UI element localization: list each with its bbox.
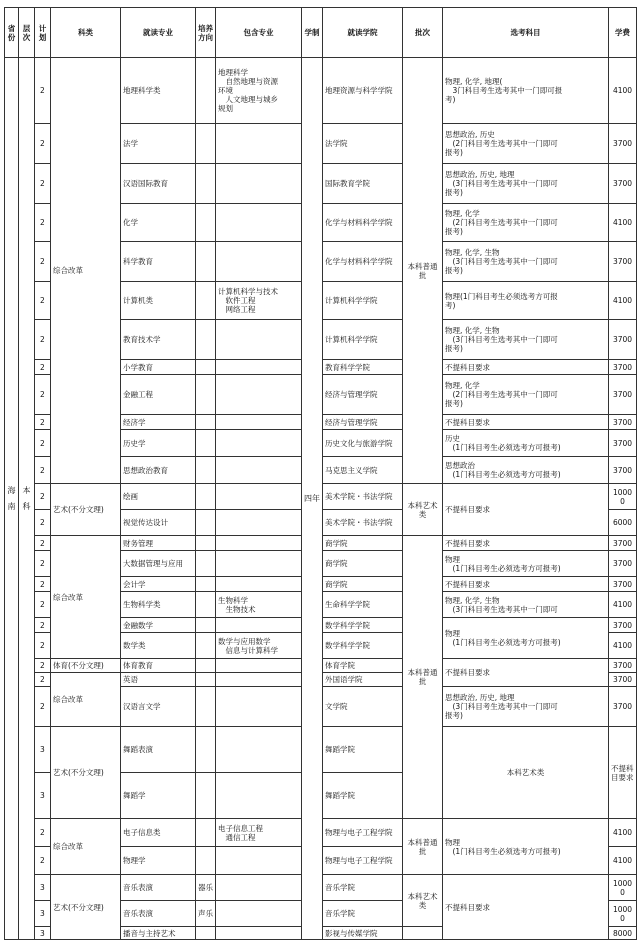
direction-cell xyxy=(196,484,216,510)
header-duration: 学制 xyxy=(302,8,323,58)
plan-cell: 2 xyxy=(35,819,51,847)
direction-cell xyxy=(196,510,216,536)
fee-cell: 3700 xyxy=(609,673,637,687)
plan-cell: 3 xyxy=(35,875,51,901)
header-fee: 学费 xyxy=(609,8,637,58)
fee-cell: 8000 xyxy=(609,927,637,940)
includes-cell xyxy=(216,847,302,875)
header-level: 层次 xyxy=(19,8,35,58)
major-cell: 汉语国际教育 xyxy=(121,164,196,204)
direction-cell xyxy=(196,375,216,415)
plan-cell: 2 xyxy=(35,673,51,687)
subjects-cell: 历史 (1门科目考生必须选考方可报考) xyxy=(443,430,609,457)
plan-cell: 2 xyxy=(35,457,51,484)
college-cell: 经济与管理学院 xyxy=(323,415,403,430)
header-province: 省份 xyxy=(5,8,19,58)
direction-cell xyxy=(196,927,216,940)
direction-cell xyxy=(196,164,216,204)
college-cell: 数学科学学院 xyxy=(323,618,403,633)
major-cell: 汉语言文学 xyxy=(121,687,196,727)
plan-cell: 2 xyxy=(35,687,51,727)
header-college: 就读学院 xyxy=(323,8,403,58)
subjects-cell: 思想政治, 历史 (2门科目考生选考其中一门即可 报考) xyxy=(443,124,609,164)
plan-cell: 2 xyxy=(35,847,51,875)
includes-cell xyxy=(216,457,302,484)
major-cell: 绘画 xyxy=(121,484,196,510)
plan-cell: 2 xyxy=(35,659,51,673)
header-direction: 培养方向 xyxy=(196,8,216,58)
header-major: 就读专业 xyxy=(121,8,196,58)
college-cell: 数学科学学院 xyxy=(323,633,403,659)
plan-cell: 3 xyxy=(35,901,51,927)
direction-cell xyxy=(196,659,216,673)
college-cell: 马克思主义学院 xyxy=(323,457,403,484)
fee-cell: 4100 xyxy=(609,819,637,847)
includes-cell xyxy=(216,875,302,901)
plan-cell: 2 xyxy=(35,58,51,124)
table-row xyxy=(5,58,637,124)
batch-cell: 本科普通批 xyxy=(403,58,443,484)
college-cell: 计算机科学学院 xyxy=(323,282,403,320)
college-cell: 音乐学院 xyxy=(323,901,403,927)
subjects-cell: 物理, 化学 (2门科目考生选考其中一门即可 报考) xyxy=(443,375,609,415)
category-cell: 体育(不分文理) xyxy=(51,659,121,673)
includes-cell: 计算机科学与技术 软件工程 网络工程 xyxy=(216,282,302,320)
includes-cell xyxy=(216,727,302,773)
subjects-cell: 物理, 化学, 生物 (3门科目考生选考其中一门即可 xyxy=(443,592,609,618)
includes-cell xyxy=(216,618,302,633)
college-cell: 国际教育学院 xyxy=(323,164,403,204)
fee-cell: 3700 xyxy=(609,618,637,633)
direction-cell xyxy=(196,204,216,242)
header-row xyxy=(5,8,637,58)
plan-cell: 2 xyxy=(35,320,51,360)
major-cell: 生物科学类 xyxy=(121,592,196,618)
category-cell: 综合改革 xyxy=(51,819,121,875)
direction-cell xyxy=(196,282,216,320)
includes-cell xyxy=(216,687,302,727)
fee-cell: 10000 xyxy=(609,484,637,510)
fee-cell: 4100 xyxy=(609,633,637,659)
major-cell: 计算机类 xyxy=(121,282,196,320)
major-cell: 法学 xyxy=(121,124,196,164)
subjects-cell: 物理, 化学, 生物 (3门科目考生选考其中一门即可 报考) xyxy=(443,320,609,360)
subjects-cell: 思想政治 (1门科目考生必须选考方可报考) xyxy=(443,457,609,484)
major-cell: 会计学 xyxy=(121,577,196,592)
major-cell: 金融数学 xyxy=(121,618,196,633)
batch-cell xyxy=(403,927,443,940)
college-cell: 化学与材料科学学院 xyxy=(323,204,403,242)
fee-cell: 4100 xyxy=(609,282,637,320)
college-cell: 影视与传媒学院 xyxy=(323,927,403,940)
direction-cell xyxy=(196,124,216,164)
subjects-cell: 不提科目要求 xyxy=(443,536,609,551)
subjects-cell: 思想政治, 历史, 地理 (3门科目考生选考其中一门即可 报考) xyxy=(443,687,609,727)
direction-cell xyxy=(196,320,216,360)
major-cell: 财务管理 xyxy=(121,536,196,551)
fee-cell: 3700 xyxy=(609,430,637,457)
subjects-cell: 不提科目要求 xyxy=(443,659,609,687)
major-cell: 数学类 xyxy=(121,633,196,659)
category-cell: 艺术(不分文理) xyxy=(51,484,121,536)
college-cell: 生命科学学院 xyxy=(323,592,403,618)
college-cell: 音乐学院 xyxy=(323,875,403,901)
includes-cell xyxy=(216,536,302,551)
college-cell: 文学院 xyxy=(323,687,403,727)
major-cell: 教育技术学 xyxy=(121,320,196,360)
plan-cell: 2 xyxy=(35,577,51,592)
batch-cell: 本科普通批 xyxy=(403,819,443,875)
college-cell: 美术学院・书法学院 xyxy=(323,510,403,536)
subjects-cell: 思想政治, 历史, 地理 (3门科目考生选考其中一门即可 报考) xyxy=(443,164,609,204)
major-cell: 体育教育 xyxy=(121,659,196,673)
plan-cell: 2 xyxy=(35,242,51,282)
college-cell: 计算机科学学院 xyxy=(323,320,403,360)
plan-cell: 2 xyxy=(35,484,51,510)
category-cell: 艺术(不分文理) xyxy=(51,727,121,819)
direction-cell: 器乐 xyxy=(196,875,216,901)
fee-cell: 3700 xyxy=(609,360,637,375)
fee-cell: 3700 xyxy=(609,164,637,204)
batch-cell: 本科普通批 xyxy=(403,536,443,819)
fee-cell: 3700 xyxy=(609,551,637,577)
direction-cell xyxy=(196,536,216,551)
subjects-cell: 物理, 化学, 生物 (3门科目考生选考其中一门即可 报考) xyxy=(443,242,609,282)
fee-cell: 10000 xyxy=(609,901,637,927)
subjects-cell: 不提科目要求 xyxy=(443,415,609,430)
header-includes: 包含专业 xyxy=(216,8,302,58)
header-subjects: 选考科目 xyxy=(443,8,609,58)
level-cell: 本科 xyxy=(19,58,35,940)
fee-cell: 3700 xyxy=(609,375,637,415)
fee-cell: 4100 xyxy=(609,592,637,618)
fee-cell: 3700 xyxy=(609,242,637,282)
direction-cell xyxy=(196,819,216,847)
plan-cell: 3 xyxy=(35,773,51,819)
college-cell: 体育学院 xyxy=(323,659,403,673)
fee-cell: 4100 xyxy=(609,58,637,124)
plan-cell: 3 xyxy=(35,727,51,773)
plan-cell: 2 xyxy=(35,536,51,551)
plan-cell: 2 xyxy=(35,360,51,375)
direction-cell xyxy=(196,847,216,875)
includes-cell xyxy=(216,510,302,536)
fee-cell: 3700 xyxy=(609,577,637,592)
major-cell: 化学 xyxy=(121,204,196,242)
major-cell: 经济学 xyxy=(121,415,196,430)
plan-cell: 2 xyxy=(35,510,51,536)
batch-cell: 本科艺术类 xyxy=(403,484,443,536)
direction-cell xyxy=(196,673,216,687)
includes-cell xyxy=(216,484,302,510)
college-cell: 美术学院・书法学院 xyxy=(323,484,403,510)
major-cell: 历史学 xyxy=(121,430,196,457)
major-cell: 音乐表演 xyxy=(121,901,196,927)
college-cell: 法学院 xyxy=(323,124,403,164)
direction-cell xyxy=(196,551,216,577)
fee-cell: 3700 xyxy=(609,536,637,551)
direction-cell xyxy=(196,457,216,484)
fee-cell: 3700 xyxy=(609,320,637,360)
header-batch: 批次 xyxy=(403,8,443,58)
includes-cell: 电子信息工程 通信工程 xyxy=(216,819,302,847)
fee-cell: 4100 xyxy=(609,847,637,875)
major-cell: 音乐表演 xyxy=(121,875,196,901)
includes-cell xyxy=(216,659,302,673)
college-cell: 舞蹈学院 xyxy=(323,727,403,773)
subjects-cell: 不提科目要求 xyxy=(443,875,609,940)
subjects-cell: 物理(1门科目考生必须选考方可报 考) xyxy=(443,282,609,320)
subjects-cell: 物理, 化学 (2门科目考生选考其中一门即可 报考) xyxy=(443,204,609,242)
subjects-cell: 不提科目要求 xyxy=(443,360,609,375)
college-cell: 商学院 xyxy=(323,577,403,592)
direction-cell xyxy=(196,633,216,659)
direction-cell xyxy=(196,360,216,375)
direction-cell xyxy=(196,58,216,124)
subjects-cell: 不提科目要求 xyxy=(443,484,609,536)
direction-cell xyxy=(196,577,216,592)
includes-cell xyxy=(216,124,302,164)
batch-cell: 本科艺术类 xyxy=(443,727,609,819)
college-cell: 教育科学学院 xyxy=(323,360,403,375)
plan-cell: 2 xyxy=(35,164,51,204)
college-cell: 舞蹈学院 xyxy=(323,773,403,819)
plan-cell: 2 xyxy=(35,124,51,164)
major-cell: 视觉传达设计 xyxy=(121,510,196,536)
direction-cell xyxy=(196,592,216,618)
college-cell: 外国语学院 xyxy=(323,673,403,687)
major-cell: 舞蹈表演 xyxy=(121,727,196,773)
includes-cell xyxy=(216,242,302,282)
batch-cell: 本科艺术类 xyxy=(403,875,443,927)
major-cell: 金融工程 xyxy=(121,375,196,415)
college-cell: 历史文化与旅游学院 xyxy=(323,430,403,457)
plan-cell: 2 xyxy=(35,282,51,320)
includes-cell xyxy=(216,927,302,940)
direction-cell xyxy=(196,430,216,457)
fee-cell: 3700 xyxy=(609,457,637,484)
includes-cell xyxy=(216,375,302,415)
includes-cell xyxy=(216,164,302,204)
direction-cell: 声乐 xyxy=(196,901,216,927)
category-cell: 综合改革 xyxy=(51,58,121,484)
includes-cell xyxy=(216,320,302,360)
fee-cell: 6000 xyxy=(609,510,637,536)
subjects-cell: 物理 (1门科目考生必须选考方可报考) xyxy=(443,819,609,875)
duration-cell: 四年 xyxy=(302,58,323,940)
plan-cell: 3 xyxy=(35,927,51,940)
subjects-cell: 物理 (1门科目考生必须选考方可报考) xyxy=(443,551,609,577)
header-category: 科类 xyxy=(51,8,121,58)
category-cell: 艺术(不分文理) xyxy=(51,875,121,940)
college-cell: 化学与材料科学学院 xyxy=(323,242,403,282)
fee-cell: 3700 xyxy=(609,687,637,727)
includes-cell xyxy=(216,204,302,242)
subjects-cell: 物理, 化学, 地理( 3门科目考生选考其中一门即可报 考) xyxy=(443,58,609,124)
college-cell: 地理资源与科学学院 xyxy=(323,58,403,124)
major-cell: 舞蹈学 xyxy=(121,773,196,819)
major-cell: 电子信息类 xyxy=(121,819,196,847)
college-cell: 物理与电子工程学院 xyxy=(323,847,403,875)
plan-cell: 2 xyxy=(35,633,51,659)
category-cell: 综合改革 xyxy=(51,536,121,659)
subjects-cell: 物理 (1门科目考生必须选考方可报考) xyxy=(443,618,609,659)
direction-cell xyxy=(196,773,216,819)
includes-cell xyxy=(216,551,302,577)
direction-cell xyxy=(196,618,216,633)
fee-cell: 3700 xyxy=(609,659,637,673)
plan-cell: 2 xyxy=(35,415,51,430)
includes-cell xyxy=(216,773,302,819)
includes-cell xyxy=(216,415,302,430)
direction-cell xyxy=(196,727,216,773)
plan-cell: 2 xyxy=(35,375,51,415)
major-cell: 思想政治教育 xyxy=(121,457,196,484)
includes-cell xyxy=(216,360,302,375)
enrollment-plan-table xyxy=(4,7,637,940)
major-cell: 物理学 xyxy=(121,847,196,875)
fee-cell: 3700 xyxy=(609,415,637,430)
fee-cell: 10000 xyxy=(609,875,637,901)
province-cell: 海南 xyxy=(5,58,19,940)
subjects-cell: 不提科目要求 xyxy=(443,577,609,592)
major-cell: 英语 xyxy=(121,673,196,687)
major-cell: 小学教育 xyxy=(121,360,196,375)
college-cell: 商学院 xyxy=(323,551,403,577)
college-cell: 经济与管理学院 xyxy=(323,375,403,415)
direction-cell xyxy=(196,415,216,430)
plan-cell: 2 xyxy=(35,551,51,577)
direction-cell xyxy=(196,687,216,727)
major-cell: 科学教育 xyxy=(121,242,196,282)
header-plan: 计划 xyxy=(35,8,51,58)
plan-cell: 2 xyxy=(35,430,51,457)
category-cell: 综合改革 xyxy=(51,673,121,727)
plan-cell: 2 xyxy=(35,592,51,618)
includes-cell: 地理科学 自然地理与资源 环境 人文地理与城乡 规划 xyxy=(216,58,302,124)
major-cell: 播音与主持艺术 xyxy=(121,927,196,940)
college-cell: 物理与电子工程学院 xyxy=(323,819,403,847)
includes-cell xyxy=(216,577,302,592)
includes-cell xyxy=(216,673,302,687)
subjects-cell: 不提科目要求 xyxy=(609,727,637,819)
college-cell: 商学院 xyxy=(323,536,403,551)
direction-cell xyxy=(196,242,216,282)
plan-cell: 2 xyxy=(35,204,51,242)
plan-cell: 2 xyxy=(35,618,51,633)
includes-cell xyxy=(216,430,302,457)
fee-cell: 4100 xyxy=(609,204,637,242)
major-cell: 地理科学类 xyxy=(121,58,196,124)
fee-cell: 3700 xyxy=(609,124,637,164)
includes-cell: 生物科学 生物技术 xyxy=(216,592,302,618)
includes-cell xyxy=(216,901,302,927)
includes-cell: 数学与应用数学 信息与计算科学 xyxy=(216,633,302,659)
major-cell: 大数据管理与应用 xyxy=(121,551,196,577)
